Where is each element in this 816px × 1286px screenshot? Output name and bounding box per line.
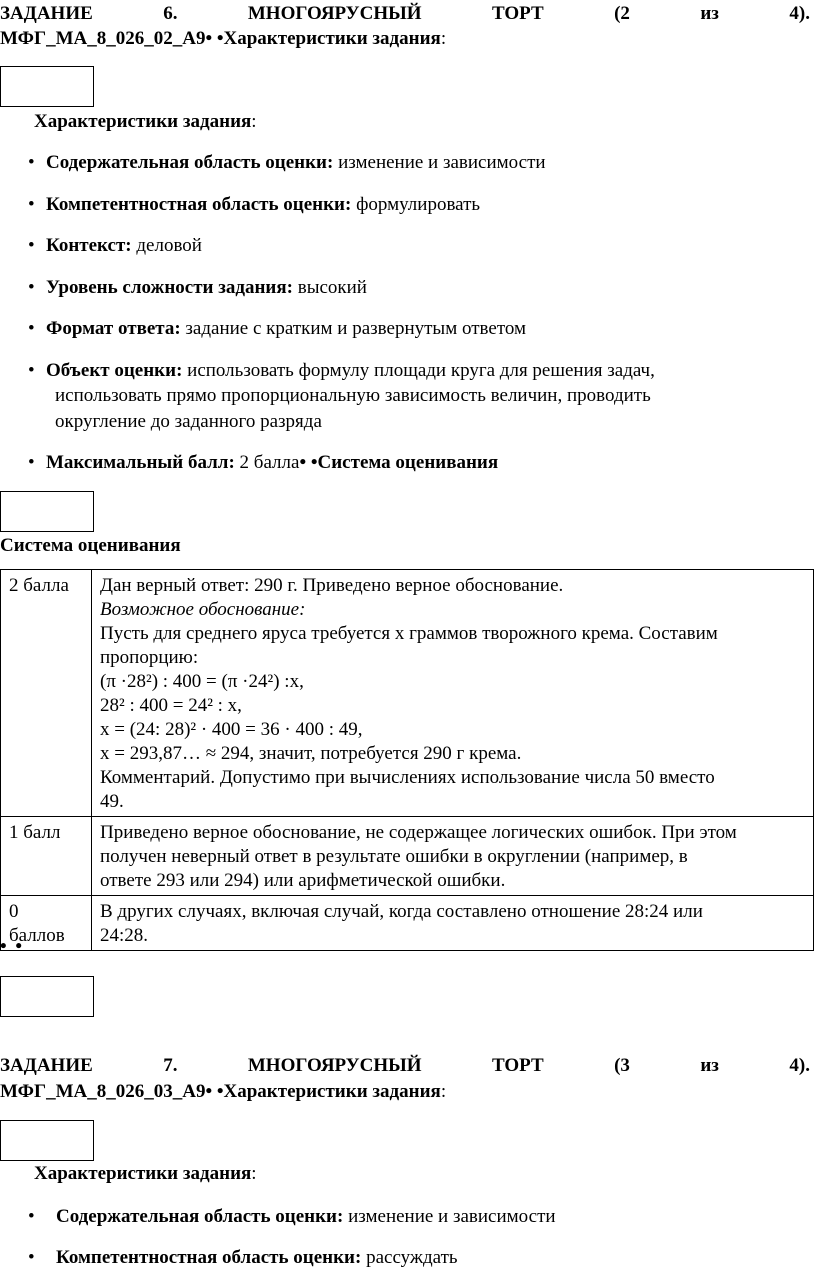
- criteria-cell: [92, 896, 814, 951]
- item-value: изменение и зависимости: [333, 152, 546, 173]
- bullet-icon: •: [28, 1247, 35, 1268]
- heading-word: 6.: [163, 3, 178, 24]
- score-line: баллов: [9, 925, 65, 946]
- object-line-2: использовать прямо пропорциональную зависимость величин, проводить: [55, 385, 651, 406]
- criteria-line: ответе 293 или 294) или арифметической ошибки.: [100, 870, 506, 891]
- task6-item-content-area: [28, 151, 546, 175]
- table-row: [1, 570, 814, 817]
- score-cell: 2 балла: [1, 570, 92, 817]
- criteria-cell: [92, 817, 814, 896]
- heading-word: из: [700, 3, 719, 24]
- equation-line: 28² : 400 = 24² : x,: [100, 695, 242, 716]
- item-value: рассуждать: [361, 1247, 458, 1268]
- item-value: изменение и зависимости: [343, 1206, 556, 1227]
- image-placeholder-box: [0, 1120, 94, 1161]
- heading-word: 4).: [789, 1055, 810, 1076]
- object-line-3: округление до заданного разряда: [55, 411, 322, 432]
- char-title-text: Характеристики задания: [34, 1163, 252, 1184]
- item-value: формулировать: [351, 194, 481, 215]
- equation-line: (π ·28²) : 400 = (π ·24²) :x,: [100, 671, 304, 692]
- item-label: Максимальный балл:: [46, 452, 235, 473]
- item-label: Содержательная область оценки:: [56, 1206, 344, 1227]
- bullet-icon: •: [28, 452, 35, 473]
- item-label: Компетентностная область оценки:: [56, 1247, 362, 1268]
- criteria-line: получен неверный ответ в результате ошибки в округлении (например, в: [100, 846, 688, 867]
- bullet-icon: •: [28, 1206, 35, 1227]
- item-value: высокий: [292, 277, 367, 298]
- criteria-line: Комментарий. Допустимо при вычислениях использование числа 50 вместо: [100, 767, 715, 788]
- heading-word: (3: [614, 1055, 630, 1076]
- heading-word: 4).: [789, 3, 810, 24]
- bullet-icon: •: [28, 360, 35, 381]
- colon: :: [251, 1163, 257, 1184]
- task6-item-competence: [28, 193, 480, 217]
- item-value: задание с кратким и развернутым ответом: [180, 318, 527, 339]
- bullet-icon: •: [28, 194, 35, 215]
- colon: :: [251, 111, 257, 132]
- table-row: [1, 896, 814, 951]
- score-cell: 1 балл: [1, 817, 92, 896]
- item-label: Формат ответа:: [46, 318, 181, 339]
- item-suffix: • •Система оценивания: [299, 452, 499, 473]
- colon: :: [440, 1081, 447, 1102]
- heading-word: (2: [614, 3, 630, 24]
- criteria-line: Пусть для среднего яруса требуется x граммов творожного крема. Составим: [100, 623, 718, 644]
- item-value: деловой: [131, 235, 202, 256]
- item-label: Уровень сложности задания:: [46, 277, 293, 298]
- item-value: использовать формулу площади круга для решения задач,: [182, 360, 655, 381]
- task6-item-difficulty: [28, 276, 367, 300]
- scoring-title: Система оценивания: [0, 535, 181, 556]
- image-placeholder-box: [0, 976, 94, 1017]
- heading-word: МНОГОЯРУСНЫЙ: [247, 1055, 422, 1076]
- task6-char-title: [34, 110, 257, 134]
- task-code: МФГ_МА_8_026_03_А9: [0, 1081, 206, 1102]
- task-code-suffix: • •Характеристики задания: [205, 28, 441, 49]
- bullet-icon: •: [28, 152, 35, 173]
- bullet-icon: •: [28, 235, 35, 256]
- task6-item-format: [28, 317, 526, 341]
- bullet-icon: •: [28, 318, 35, 339]
- criteria-line: Дан верный ответ: 290 г. Приведено верное обоснование.: [100, 575, 564, 596]
- task7-item-content-area: [28, 1205, 556, 1229]
- task7-char-title: [34, 1162, 257, 1186]
- colon: :: [440, 28, 447, 49]
- heading-word: 7.: [163, 1055, 178, 1076]
- heading-word: из: [700, 1055, 719, 1076]
- item-label: Объект оценки:: [46, 360, 183, 381]
- task6-code-line: [0, 27, 446, 51]
- scoring-table: [0, 569, 814, 951]
- heading-word: ТОРТ: [491, 1055, 544, 1076]
- heading-word: ЗАДАНИЕ: [0, 1055, 93, 1076]
- heading-word: ТОРТ: [491, 3, 544, 24]
- criteria-line: пропорцию:: [100, 647, 199, 668]
- item-label: Компетентностная область оценки:: [46, 194, 352, 215]
- item-label: Содержательная область оценки:: [46, 152, 334, 173]
- equation-line: x = (24: 28)² · 400 = 36 · 400 : 49,: [100, 719, 363, 740]
- equation-line: x = 293,87… ≈ 294, значит, потребуется 290 г крема.: [100, 743, 522, 764]
- bullet-dots: • •: [0, 936, 25, 957]
- task6-heading: [0, 2, 810, 26]
- criteria-line: 24:28.: [100, 925, 149, 946]
- score-line: 0: [9, 901, 19, 922]
- item-value: 2 балла: [234, 452, 300, 473]
- task7-code-line: [0, 1080, 446, 1104]
- task-code: МФГ_МА_8_026_02_А9: [0, 28, 206, 49]
- task7-heading: [0, 1054, 810, 1078]
- task6-item-context: [28, 234, 202, 258]
- criteria-line: Возможное обоснование:: [100, 599, 306, 620]
- image-placeholder-box: [0, 491, 94, 532]
- table-row: [1, 817, 814, 896]
- criteria-line: В других случаях, включая случай, когда составлено отношение 28:24 или: [100, 901, 703, 922]
- image-placeholder-box: [0, 66, 94, 107]
- criteria-line: 49.: [100, 791, 124, 812]
- item-label: Контекст:: [46, 235, 132, 256]
- criteria-line: Приведено верное обоснование, не содержащее логических ошибок. При этом: [100, 822, 737, 843]
- heading-word: МНОГОЯРУСНЫЙ: [247, 3, 422, 24]
- task6-item-object: [28, 359, 655, 383]
- heading-word: ЗАДАНИЕ: [0, 3, 93, 24]
- task7-item-competence: [28, 1246, 458, 1270]
- task6-item-max-score: [28, 451, 498, 475]
- bullet-icon: •: [28, 277, 35, 298]
- char-title-text: Характеристики задания: [34, 111, 252, 132]
- task-code-suffix: • •Характеристики задания: [205, 1081, 441, 1102]
- criteria-cell: [92, 570, 814, 817]
